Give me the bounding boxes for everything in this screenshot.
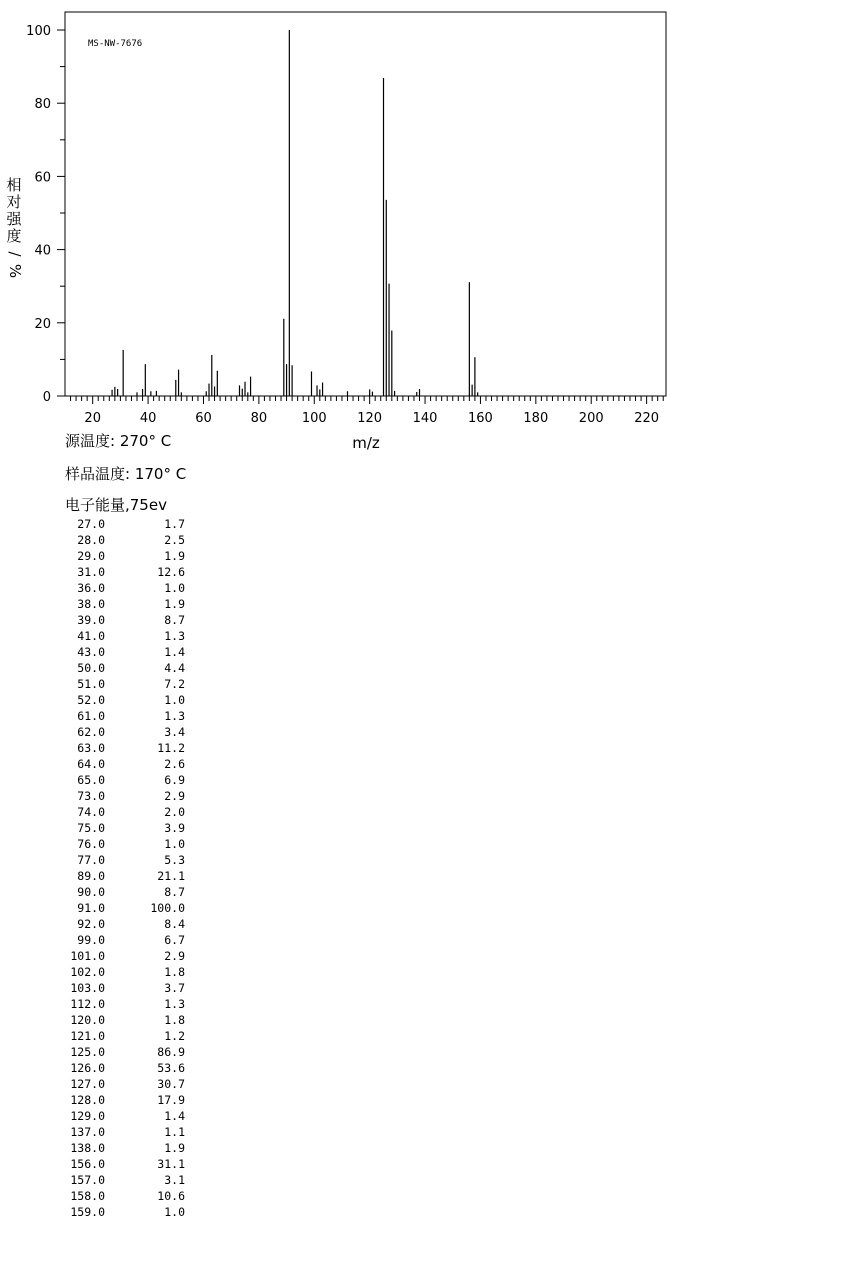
x-minor-ticks xyxy=(71,396,664,404)
intensity-value: 8.7 xyxy=(164,613,185,627)
mz-value: 125.0 xyxy=(70,1045,105,1059)
mz-value: 43.0 xyxy=(77,645,105,659)
table-row xyxy=(65,548,185,564)
y-tick-label: 20 xyxy=(34,316,51,332)
mz-value: 138.0 xyxy=(70,1141,105,1155)
mz-value: 128.0 xyxy=(70,1093,105,1107)
intensity-value: 6.9 xyxy=(164,773,185,787)
intensity-value: 1.4 xyxy=(164,645,185,659)
intensity-value: 3.1 xyxy=(164,1173,185,1187)
table-row xyxy=(65,1044,185,1060)
mz-value: 28.0 xyxy=(77,533,105,547)
table-row xyxy=(65,1108,185,1124)
mz-value: 76.0 xyxy=(77,837,105,851)
table-row xyxy=(65,884,185,900)
y-axis-label xyxy=(6,176,24,278)
table-row xyxy=(65,820,185,836)
table-row xyxy=(65,692,185,708)
table-row xyxy=(65,1156,185,1172)
table-row xyxy=(65,996,185,1012)
intensity-value: 3.4 xyxy=(164,725,185,739)
table-row xyxy=(65,1124,185,1140)
mz-value: 89.0 xyxy=(77,869,105,883)
x-tick-label: 20 xyxy=(84,411,101,426)
intensity-value: 5.3 xyxy=(164,853,185,867)
mz-value: 126.0 xyxy=(70,1061,105,1075)
table-row xyxy=(65,756,185,772)
x-tick-label: 160 xyxy=(468,411,493,426)
intensity-value: 100.0 xyxy=(150,901,185,915)
mz-value: 50.0 xyxy=(77,661,105,675)
y-tick-label: 100 xyxy=(26,24,51,39)
mz-value: 91.0 xyxy=(77,901,105,915)
mz-value: 52.0 xyxy=(77,693,105,707)
intensity-value: 1.9 xyxy=(164,597,185,611)
table-row xyxy=(65,948,185,964)
intensity-value: 1.9 xyxy=(164,1141,185,1155)
table-row xyxy=(65,532,185,548)
mz-value: 99.0 xyxy=(77,933,105,947)
intensity-value: 1.9 xyxy=(164,549,185,563)
x-axis-label: m/z xyxy=(352,434,380,452)
y-axis-label-char: 度 xyxy=(6,227,22,245)
intensity-value: 2.9 xyxy=(164,949,185,963)
table-row xyxy=(65,1204,185,1220)
mz-value: 29.0 xyxy=(77,549,105,563)
intensity-value: 7.2 xyxy=(164,677,185,691)
intensity-value: 1.7 xyxy=(164,517,185,531)
mz-value: 75.0 xyxy=(77,821,105,835)
intensity-value: 86.9 xyxy=(157,1045,185,1059)
table-row xyxy=(65,772,185,788)
y-axis-label-char: / xyxy=(6,251,24,257)
mz-value: 39.0 xyxy=(77,613,105,627)
table-row xyxy=(65,804,185,820)
intensity-value: 1.2 xyxy=(164,1029,185,1043)
mz-value: 63.0 xyxy=(77,741,105,755)
mz-value: 31.0 xyxy=(77,565,105,579)
x-tick-label: 220 xyxy=(634,411,660,426)
intensity-value: 3.9 xyxy=(164,821,185,835)
intensity-value: 3.7 xyxy=(164,981,185,995)
intensity-value: 8.7 xyxy=(164,885,185,899)
intensity-value: 6.7 xyxy=(164,933,185,947)
intensity-value: 10.6 xyxy=(157,1189,185,1203)
intensity-value: 1.8 xyxy=(164,1013,185,1027)
table-row xyxy=(65,708,185,724)
mz-value: 90.0 xyxy=(77,885,105,899)
table-row xyxy=(65,980,185,996)
table-row xyxy=(65,612,185,628)
intensity-value: 1.8 xyxy=(164,965,185,979)
mz-value: 77.0 xyxy=(77,853,105,867)
mz-value: 92.0 xyxy=(77,917,105,931)
table-row xyxy=(65,644,185,660)
intensity-value: 53.6 xyxy=(157,1061,185,1075)
table-row xyxy=(65,900,185,916)
table-row xyxy=(65,1188,185,1204)
table-row xyxy=(65,580,185,596)
table-row xyxy=(65,660,185,676)
mz-value: 120.0 xyxy=(70,1013,105,1027)
y-tick-labels xyxy=(26,24,51,405)
source-temperature: 源温度: 270° C xyxy=(65,432,172,450)
table-row xyxy=(65,676,185,692)
mz-value: 36.0 xyxy=(77,581,105,595)
table-row xyxy=(65,932,185,948)
mz-value: 159.0 xyxy=(70,1205,105,1219)
mz-value: 41.0 xyxy=(77,629,105,643)
mz-value: 61.0 xyxy=(77,709,105,723)
intensity-value: 1.0 xyxy=(164,837,185,851)
intensity-value: 30.7 xyxy=(157,1077,185,1091)
intensity-value: 12.6 xyxy=(157,565,185,579)
y-tick-marks xyxy=(57,30,65,396)
x-tick-label: 140 xyxy=(412,411,438,426)
intensity-value: 11.2 xyxy=(157,741,185,755)
spectrum-id-annotation: MS-NW-7676 xyxy=(88,39,143,49)
mz-value: 121.0 xyxy=(70,1029,105,1043)
x-tick-label: 60 xyxy=(195,411,212,426)
mz-value: 156.0 xyxy=(70,1157,105,1171)
intensity-value: 1.1 xyxy=(164,1125,185,1139)
table-row xyxy=(65,852,185,868)
mz-value: 103.0 xyxy=(70,981,105,995)
x-tick-label: 80 xyxy=(250,411,268,426)
x-tick-label: 40 xyxy=(139,411,157,426)
mz-value: 129.0 xyxy=(70,1109,105,1123)
table-row xyxy=(65,1076,185,1092)
mz-value: 73.0 xyxy=(77,789,105,803)
intensity-value: 1.4 xyxy=(164,1109,185,1123)
y-axis-label-char: 相 xyxy=(6,176,22,194)
peak-bars xyxy=(112,30,478,396)
intensity-value: 2.0 xyxy=(164,805,185,819)
mz-value: 27.0 xyxy=(77,517,105,531)
x-tick-label: 100 xyxy=(301,411,327,426)
y-axis-label-char: 强 xyxy=(6,210,22,228)
table-row xyxy=(65,516,185,532)
intensity-value: 2.9 xyxy=(164,789,185,803)
table-row xyxy=(65,1140,185,1156)
peak-table xyxy=(65,516,185,1220)
table-row xyxy=(65,1172,185,1188)
x-tick-label: 180 xyxy=(523,411,549,426)
table-row xyxy=(65,564,185,580)
table-row xyxy=(65,916,185,932)
intensity-value: 1.3 xyxy=(164,997,185,1011)
y-tick-label: 40 xyxy=(34,243,51,259)
mz-value: 127.0 xyxy=(70,1077,105,1091)
table-row xyxy=(65,1092,185,1108)
mz-value: 65.0 xyxy=(77,773,105,787)
x-tick-labels xyxy=(84,411,659,426)
intensity-value: 1.0 xyxy=(164,581,185,595)
table-row xyxy=(65,628,185,644)
table-row xyxy=(65,724,185,740)
table-row xyxy=(65,868,185,884)
table-row xyxy=(65,740,185,756)
y-tick-label: 80 xyxy=(34,97,51,113)
intensity-value: 1.0 xyxy=(164,1205,185,1219)
intensity-value: 1.0 xyxy=(164,693,185,707)
table-row xyxy=(65,836,185,852)
intensity-value: 1.3 xyxy=(164,709,185,723)
intensity-value: 4.4 xyxy=(164,661,185,675)
y-axis-label-char: 对 xyxy=(6,193,22,211)
intensity-value: 2.5 xyxy=(164,533,185,547)
mz-value: 158.0 xyxy=(70,1189,105,1203)
sample-temperature: 样品温度: 170° C xyxy=(65,465,187,483)
table-row xyxy=(65,1012,185,1028)
y-tick-label: 0 xyxy=(42,390,51,405)
mz-value: 112.0 xyxy=(70,997,105,1011)
x-tick-label: 120 xyxy=(357,411,383,426)
x-tick-label: 200 xyxy=(578,411,604,426)
mz-value: 38.0 xyxy=(77,597,105,611)
electron-energy: 电子能量,75ev xyxy=(65,496,167,514)
table-row xyxy=(65,788,185,804)
mz-value: 101.0 xyxy=(70,949,105,963)
mass-spectrum-chart xyxy=(0,0,850,460)
intensity-value: 31.1 xyxy=(157,1157,185,1171)
table-row xyxy=(65,1060,185,1076)
intensity-value: 8.4 xyxy=(164,917,185,931)
mz-value: 64.0 xyxy=(77,757,105,771)
y-tick-label: 60 xyxy=(34,170,51,186)
mz-value: 51.0 xyxy=(77,677,105,691)
mz-value: 157.0 xyxy=(70,1173,105,1187)
mz-value: 137.0 xyxy=(70,1125,105,1139)
intensity-value: 17.9 xyxy=(157,1093,185,1107)
table-row xyxy=(65,596,185,612)
mz-value: 102.0 xyxy=(70,965,105,979)
intensity-value: 2.6 xyxy=(164,757,185,771)
y-axis-label-char: % xyxy=(6,263,24,279)
intensity-value: 1.3 xyxy=(164,629,185,643)
mz-value: 62.0 xyxy=(77,725,105,739)
plot-frame xyxy=(65,12,666,396)
table-row xyxy=(65,1028,185,1044)
mz-value: 74.0 xyxy=(77,805,105,819)
table-row xyxy=(65,964,185,980)
intensity-value: 21.1 xyxy=(157,869,185,883)
